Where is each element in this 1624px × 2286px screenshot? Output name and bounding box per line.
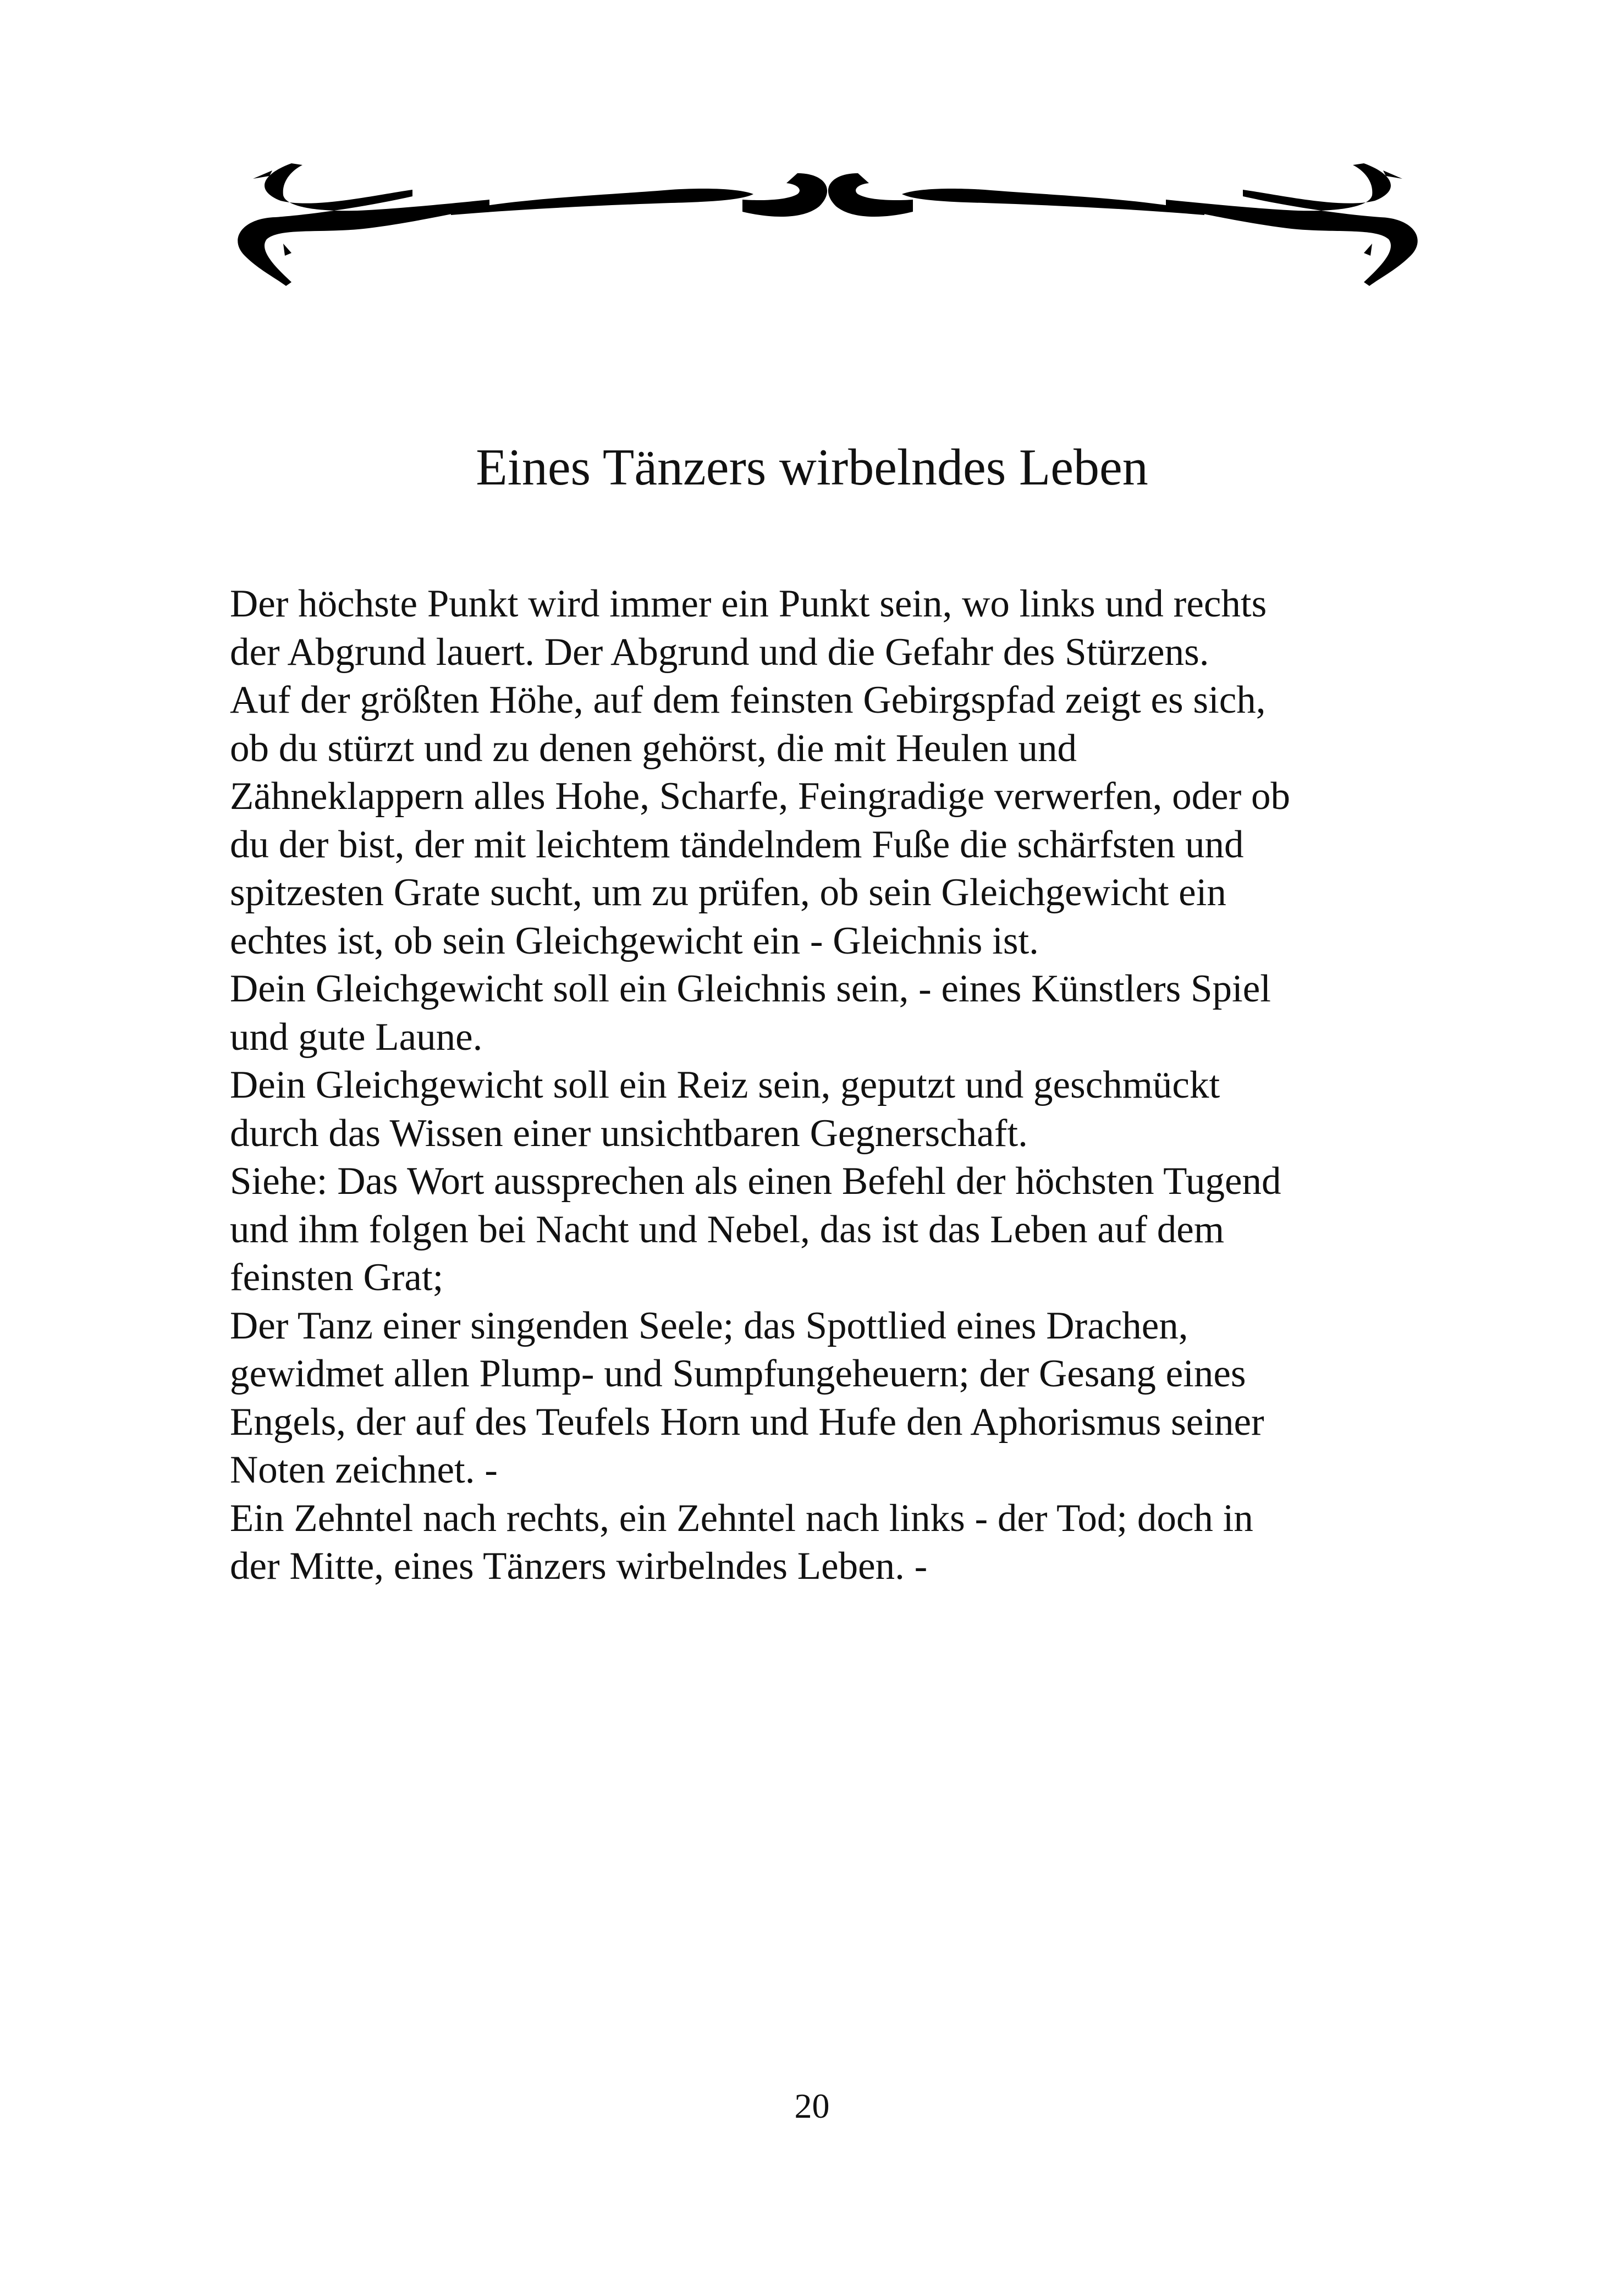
text-line: Noten zeichnet. - xyxy=(230,1448,498,1491)
text-line: Ein Zehntel nach rechts, ein Zehntel nach links - der Tod; doch in xyxy=(230,1496,1253,1540)
text-line: Der höchste Punkt wird immer ein Punkt sein, wo links und rechts xyxy=(230,582,1267,625)
text-line: und ihm folgen bei Nacht und Nebel, das ist das Leben auf dem xyxy=(230,1208,1225,1251)
art-nouveau-ornament-icon xyxy=(231,157,1424,294)
text-line: ob du stürzt und zu denen gehörst, die mit Heulen und xyxy=(230,726,1077,770)
text-line: und gute Laune. xyxy=(230,1015,483,1059)
text-line: Dein Gleichgewicht soll ein Gleichnis sein, - eines Künstlers Spiel xyxy=(230,967,1271,1010)
text-line: Zähneklappern alles Hohe, Scharfe, Feingradige verwerfen, oder ob xyxy=(230,775,1291,818)
text-line: Auf der größten Höhe, auf dem feinsten Gebirgspfad zeigt es sich, xyxy=(230,679,1266,721)
text-line: echtes ist, ob sein Gleichgewicht ein - Gleichnis ist. xyxy=(230,919,1039,962)
text-line: Siehe: Das Wort aussprechen als einen Befehl der höchsten Tugend xyxy=(230,1160,1281,1203)
text-line: feinsten Grat; xyxy=(230,1256,444,1299)
body-paragraph xyxy=(230,580,1440,1591)
page-number: 20 xyxy=(794,2086,830,2125)
page-title: Eines Tänzers wirbelndes Leben xyxy=(476,439,1148,496)
text-line: der Mitte, eines Tänzers wirbelndes Leben. - xyxy=(230,1545,928,1588)
text-line: gewidmet allen Plump- und Sumpfungeheuern; der Gesang eines xyxy=(230,1352,1246,1395)
text-line: spitzesten Grate sucht, um zu prüfen, ob sein Gleichgewicht ein xyxy=(230,871,1226,914)
text-line: Dein Gleichgewicht soll ein Reiz sein, geputzt und geschmückt xyxy=(230,1064,1220,1106)
text-line: der Abgrund lauert. Der Abgrund und die Gefahr des Stürzens. xyxy=(230,630,1209,674)
text-line: du der bist, der mit leichtem tändelndem Fuße die schärfsten und xyxy=(230,823,1244,866)
text-line: Engels, der auf des Teufels Horn und Hufe den Aphorismus seiner xyxy=(230,1400,1264,1444)
text-line: durch das Wissen einer unsichtbaren Gegnerschaft. xyxy=(230,1111,1028,1155)
text-line: Der Tanz einer singenden Seele; das Spottlied eines Drachen, xyxy=(230,1304,1188,1347)
